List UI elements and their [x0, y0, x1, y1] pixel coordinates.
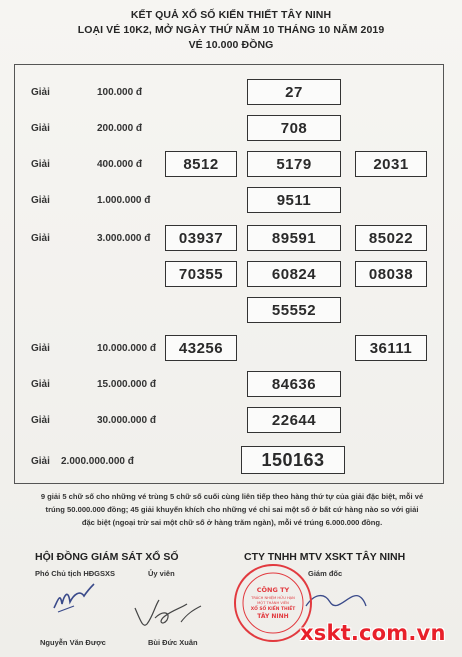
svg-text:MỘT THÀNH VIÊN: MỘT THÀNH VIÊN — [257, 601, 289, 605]
header-title: KẾT QUẢ XỔ SỐ KIẾN THIẾT TÂY NINH — [130, 9, 332, 21]
prize-amount: 1.000.000 đ — [97, 195, 151, 206]
brand-watermark: xskt.com.vn — [300, 621, 446, 645]
prize-label: Giải — [31, 123, 50, 134]
header-ticket-info: LOẠI VÉ 10K2, MỞ NGÀY THỨ NĂM 10 THÁNG 10 NĂM 2019 — [77, 24, 385, 36]
supervisory-board-title: HỘI ĐỒNG GIÁM SÁT XỔ SỐ — [35, 551, 179, 563]
prize-row — [15, 405, 443, 441]
prize-label: Giải — [31, 233, 50, 244]
prize-number: 08038 — [355, 261, 427, 287]
prize-amount: 15.000.000 đ — [97, 379, 156, 390]
prize-number: 27 — [247, 79, 341, 105]
prize-row — [15, 223, 443, 323]
footnote — [22, 490, 442, 529]
prize-row — [15, 149, 443, 185]
prize-label: Giải — [31, 87, 50, 98]
footnote-line: 9 giải 5 chữ số cho những vé trùng 5 chữ số cuối cùng liên tiếp theo hàng thứ tự của giải đặc biệt, mỗi vé — [40, 492, 424, 501]
prize-number: 36111 — [355, 335, 427, 361]
prize-amount: 3.000.000 đ — [97, 233, 151, 244]
signature-member — [125, 588, 205, 634]
prize-row — [15, 369, 443, 405]
prize-number: 03937 — [165, 225, 237, 251]
prize-label: Giải — [31, 195, 50, 206]
prize-number: 8512 — [165, 151, 237, 177]
prize-label: Giải — [31, 343, 50, 354]
prize-label: Giải — [31, 159, 50, 170]
prize-number: 22644 — [247, 407, 341, 433]
prize-number: 85022 — [355, 225, 427, 251]
prize-label: Giải — [31, 379, 50, 390]
svg-text:TÂY NINH: TÂY NINH — [257, 613, 289, 620]
prize-number: 89591 — [247, 225, 341, 251]
prize-number: 708 — [247, 115, 341, 141]
prize-amount: 100.000 đ — [97, 87, 143, 98]
footnote-line: đặc biệt (ngoại trừ sai một chữ số ở hàng trăm ngàn), mỗi vé trúng 6.000.000 đồng. — [81, 518, 383, 527]
svg-text:CÔNG TY: CÔNG TY — [256, 586, 290, 594]
prize-number: 55552 — [247, 297, 341, 323]
prize-number: 9511 — [247, 187, 341, 213]
footnote-line: trúng 50.000.000 đồng; 45 giải khuyến khích cho những vé chỉ sai một số ở bất cứ hàng nào so với giải — [45, 505, 419, 514]
prize-number: 84636 — [247, 371, 341, 397]
svg-text:XỔ SỐ KIẾN THIẾT: XỔ SỐ KIẾN THIẾT — [250, 607, 296, 612]
role-member: Ủy viên — [148, 569, 175, 578]
prize-number: 43256 — [165, 335, 237, 361]
prize-row-special — [15, 445, 443, 481]
prize-number: 2031 — [355, 151, 427, 177]
header — [0, 8, 462, 53]
prize-label: Giải — [31, 456, 50, 467]
header-ticket-price: VÉ 10.000 ĐỒNG — [188, 39, 274, 51]
signer-name-vice-chair: Nguyễn Văn Được — [40, 638, 106, 647]
prize-row — [15, 185, 443, 221]
results-table — [14, 64, 444, 484]
prize-amount: 400.000 đ — [97, 159, 143, 170]
prize-row — [15, 113, 443, 149]
svg-text:TRÁCH NHIỆM HỮU HẠN: TRÁCH NHIỆM HỮU HẠN — [251, 596, 295, 600]
prize-row — [15, 77, 443, 113]
signature-vice-chair — [50, 578, 96, 618]
prize-amount: 10.000.000 đ — [97, 343, 156, 354]
prize-number: 60824 — [247, 261, 341, 287]
prize-number: 5179 — [247, 151, 341, 177]
prize-amount: 30.000.000 đ — [97, 415, 156, 426]
company-title: CTY TNHH MTV XSKT TÂY NINH — [244, 551, 406, 563]
prize-number: 70355 — [165, 261, 237, 287]
prize-label: Giải — [31, 415, 50, 426]
prize-amount: 200.000 đ — [97, 123, 143, 134]
prize-amount: 2.000.000.000 đ — [61, 456, 134, 467]
special-prize-number: 150163 — [241, 446, 345, 474]
role-director: Giám đốc — [308, 569, 343, 578]
signer-name-member: Bùi Đức Xuân — [148, 638, 198, 647]
role-vice-chair: Phó Chủ tịch HĐGSXS — [35, 569, 116, 578]
prize-row — [15, 333, 443, 369]
